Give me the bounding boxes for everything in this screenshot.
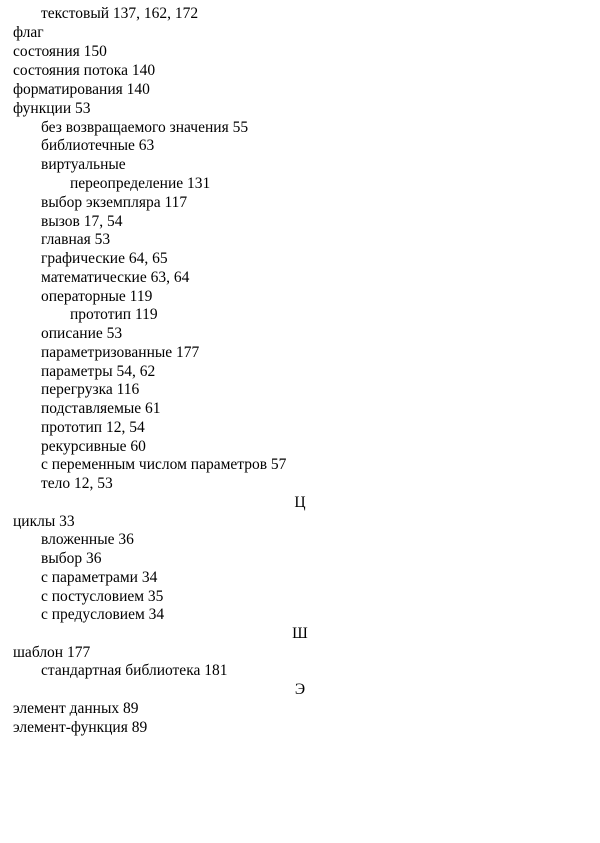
index-entry: без возвращаемого значения 55 bbox=[41, 119, 249, 136]
index-entry: выбор 36 bbox=[41, 550, 102, 567]
index-entry: выбор экземпляра 117 bbox=[41, 194, 188, 211]
index-entry: стандартная библиотека 181 bbox=[41, 662, 228, 679]
index-entry: с переменным числом параметров 57 bbox=[41, 456, 287, 473]
index-entry: подставляемые 61 bbox=[41, 400, 161, 417]
index-entry: текстовый 137, 162, 172 bbox=[41, 5, 199, 22]
index-entry: циклы 33 bbox=[13, 513, 75, 530]
index-entry: флаг bbox=[13, 24, 44, 41]
index-entry: перегрузка 116 bbox=[41, 381, 140, 398]
index-entry: переопределение 131 bbox=[70, 175, 211, 192]
index-entry: графические 64, 65 bbox=[41, 250, 168, 267]
index-entry: функции 53 bbox=[13, 100, 91, 117]
index-entry: с предусловием 34 bbox=[41, 606, 165, 623]
index-entry: библиотечные 63 bbox=[41, 137, 155, 154]
index-entry: форматирования 140 bbox=[13, 81, 150, 98]
index-entry: операторные 119 bbox=[41, 288, 153, 305]
index-entry: тело 12, 53 bbox=[41, 475, 113, 492]
index-entry: параметризованные 177 bbox=[41, 344, 200, 361]
index-entry: состояния потока 140 bbox=[13, 62, 156, 79]
index-entry: шаблон 177 bbox=[13, 644, 91, 661]
index-entry: состояния 150 bbox=[13, 43, 107, 60]
index-entry: виртуальные bbox=[41, 156, 126, 173]
index-entry: математические 63, 64 bbox=[41, 269, 190, 286]
index-entry: элемент-функция 89 bbox=[13, 719, 148, 736]
index-entry: с постусловием 35 bbox=[41, 588, 164, 605]
section-letter: Ц bbox=[294, 494, 306, 511]
index-entry: вызов 17, 54 bbox=[41, 213, 123, 230]
index-entry: прототип 119 bbox=[70, 306, 158, 323]
index-entry: элемент данных 89 bbox=[13, 700, 139, 717]
index-entry: главная 53 bbox=[41, 231, 111, 248]
index-entry: описание 53 bbox=[41, 325, 123, 342]
index-entry: вложенные 36 bbox=[41, 531, 134, 548]
index-entry: с параметрами 34 bbox=[41, 569, 158, 586]
section-letter: Ш bbox=[292, 625, 308, 642]
index-entry: параметры 54, 62 bbox=[41, 363, 156, 380]
index-entry: прототип 12, 54 bbox=[41, 419, 145, 436]
section-letter: Э bbox=[294, 681, 306, 698]
index-entry: рекурсивные 60 bbox=[41, 438, 146, 455]
